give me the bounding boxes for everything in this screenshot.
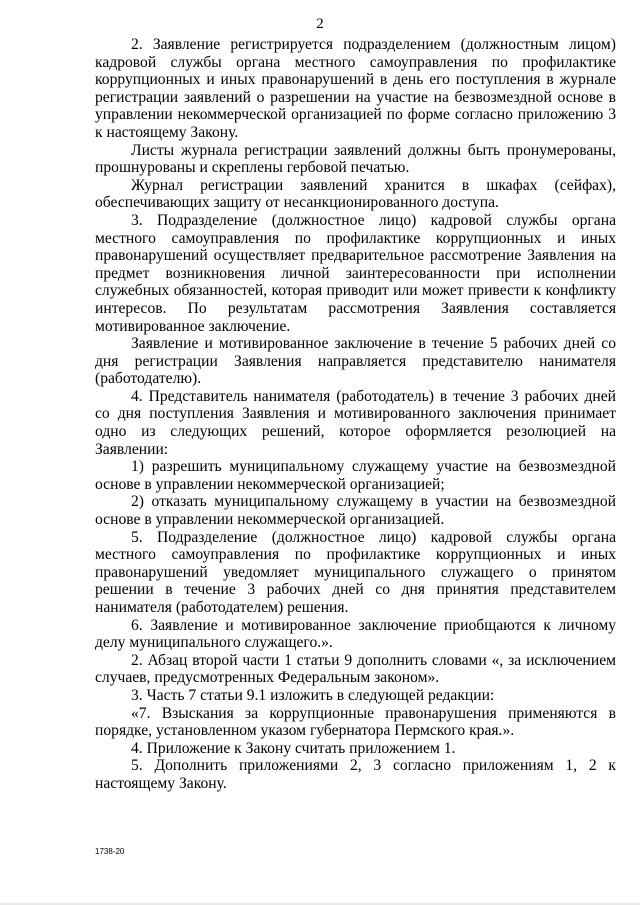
paragraph-decision-allow: 1) разрешить муниципальному служащему участие на безвозмездной основе в управлении некоммерческой организацией; [95, 458, 616, 493]
paragraph-notification: 5. Подразделение (должностное лицо) кадровой службы органа местного самоуправления по профилактике коррупционных и иных правонарушений уведомляет муниципального служащего о принятом решении в течение 3 рабочих дней со дня принятия представителем нанимателя (работодателем) решения. [95, 528, 616, 616]
paragraph-article-9-amendment: 2. Абзац второй части 1 статьи 9 дополнить словами «, за исключением случаев, предусмотренных Федеральным законом». [95, 651, 616, 687]
paragraph-article-9-1-text: «7. Взыскания за коррупционные правонарушения применяются в порядке, установленном указом губернатора Пермского края.». [95, 704, 616, 740]
paragraph-appendix-add: 5. Дополнить приложениями 2, 3 согласно приложениям 1, 2 к настоящему Закону. [95, 757, 616, 792]
paragraph-appendix-rename: 4. Приложение к Закону считать приложением 1. [131, 739, 456, 757]
paragraph-article-9-1-heading: 3. Часть 7 статьи 9.1 изложить в следующей редакции: [131, 686, 495, 704]
page-number: 2 [316, 16, 324, 32]
paragraph-employer-decision: 4. Представитель нанимателя (работодатель) в течение 3 рабочих дней со дня поступления Заявления и мотивированного заключения принимает одно из следующих решений, которое оформляется резолюцией на Заявлении: [95, 387, 616, 458]
paragraph-personal-file: 6. Заявление и мотивированное заключение приобщаются к личному делу муниципального служащего.». [95, 616, 616, 652]
paragraph-journal-sheets: Листы журнала регистрации заявлений должны быть пронумерованы, прошнурованы и скреплены гербовой печатью. [95, 141, 616, 177]
document-body [95, 36, 616, 793]
document-code: 1738-20 [95, 847, 125, 856]
paragraph-preliminary-review: 3. Подразделение (должностное лицо) кадровой службы органа местного самоуправления по профилактике коррупционных и иных правонарушений осуществляет предварительное рассмотрение Заявления на предмет возникновения личной заинтересованности при исполнении служебных обязанностей, которая приводит или может привести к конфликту интересов. По результатам рассмотрения Заявления составляется мотивированное заключение. [95, 211, 616, 335]
paragraph-forwarding: Заявление и мотивированное заключение в течение 5 рабочих дней со дня регистрации Заявления направляется представителю нанимателя (работодателю). [95, 335, 616, 388]
paragraph-journal-storage: Журнал регистрации заявлений хранится в шкафах (сейфах), обеспечивающих защиту от несанкционированного доступа. [95, 176, 616, 212]
paragraph-registration: 2. Заявление регистрируется подразделением (должностным лицом) кадровой службы органа местного самоуправления по профилактике коррупционных и иных правонарушений в день его поступления в журнале регистрации заявлений о разрешении на участие на безвозмездной основе в управлении некоммерческой организацией по форме согласно приложению 3 к настоящему Закону. [95, 36, 616, 141]
paragraph-decision-refuse: 2) отказать муниципальному служащему в участии на безвозмездной основе в управлении некоммерческой организацией. [95, 493, 616, 529]
